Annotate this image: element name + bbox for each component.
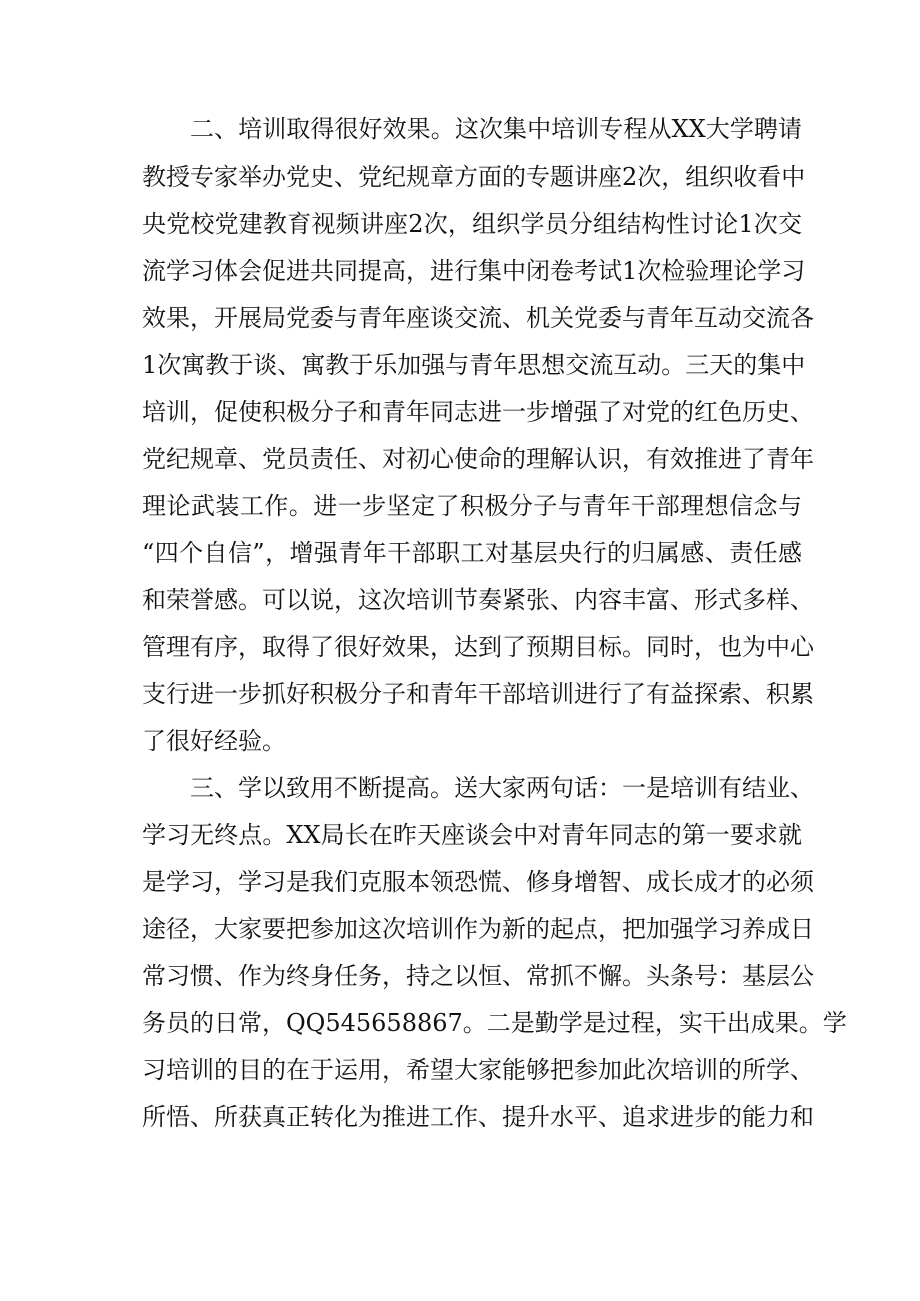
paragraph-line: 理论武装工作。进一步坚定了积极分子与青年干部理想信念与 <box>142 492 802 520</box>
paragraph-line: 习培训的目的在于运用，希望大家能够把参加此次培训的所学、 <box>142 1056 814 1084</box>
paragraph-line: 所悟、所获真正转化为推进工作、提升水平、追求进步的能力和 <box>142 1103 814 1131</box>
paragraph-line: 务员的日常，QQ545658867。二是勤学是过程，实干出成果。学 <box>142 1009 847 1037</box>
paragraph-line: 央党校党建教育视频讲座2次，组织学员分组结构性讨论1次交 <box>142 210 802 238</box>
paragraph-line: 三、学以致用不断提高。送大家两句话：一是培训有结业、 <box>190 774 814 802</box>
paragraph-line: “四个自信”，增强青年干部职工对基层央行的归属感、责任感 <box>142 539 802 567</box>
paragraph-line: 了很好经验。 <box>142 727 286 755</box>
paragraph-line: 流学习体会促进共同提高，进行集中闭卷考试1次检验理论学习 <box>142 257 806 285</box>
paragraph-line: 支行进一步抓好积极分子和青年干部培训进行了有益探索、积累 <box>142 680 814 708</box>
paragraph-line: 教授专家举办党史、党纪规章方面的专题讲座2次，组织收看中 <box>142 163 806 191</box>
paragraph-line: 1次寓教于谈、寓教于乐加强与青年思想交流互动。三天的集中 <box>142 351 806 379</box>
paragraph-line: 常习惯、作为终身任务，持之以恒、常抓不懈。头条号：基层公 <box>142 962 814 990</box>
paragraph-line: 效果，开展局党委与青年座谈交流、机关党委与青年互动交流各 <box>142 304 814 332</box>
paragraph-line: 是学习，学习是我们克服本领恐慌、修身增智、成长成才的必须 <box>142 868 814 896</box>
paragraph-line: 管理有序，取得了很好效果，达到了预期目标。同时，也为中心 <box>142 633 814 661</box>
paragraph-line: 学习无终点。XX局长在昨天座谈会中对青年同志的第一要求就 <box>142 821 802 849</box>
paragraph-line: 二、培训取得很好效果。这次集中培训专程从XX大学聘请 <box>190 115 802 143</box>
paragraph-line: 和荣誉感。可以说，这次培训节奏紧张、内容丰富、形式多样、 <box>142 586 814 614</box>
paragraph-line: 党纪规章、党员责任、对初心使命的理解认识，有效推进了青年 <box>142 445 814 473</box>
paragraph-line: 培训，促使积极分子和青年同志进一步增强了对党的红色历史、 <box>142 398 814 426</box>
paragraph-line: 途径，大家要把参加这次培训作为新的起点，把加强学习养成日 <box>142 915 814 943</box>
